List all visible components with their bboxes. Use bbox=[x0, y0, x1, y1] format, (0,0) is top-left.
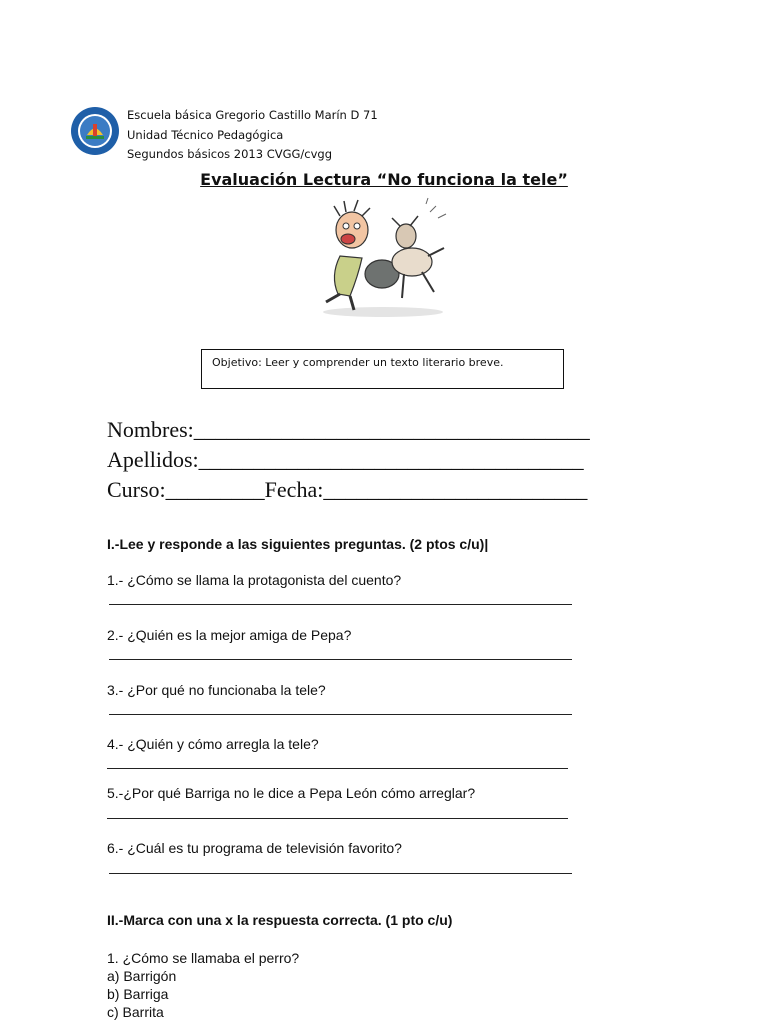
section1-heading: I.-Lee y responde a las siguientes preguntas. (2 ptos c/u)| bbox=[107, 536, 489, 552]
question-5: 5.-¿Por qué Barriga no le dice a Pepa León cómo arreglar? bbox=[107, 785, 476, 801]
question-1: 1.- ¿Cómo se llama la protagonista del cuento? bbox=[107, 572, 402, 588]
question-6: 6.- ¿Cuál es tu programa de televisión favorito? bbox=[107, 840, 402, 856]
answer-line-6[interactable] bbox=[109, 873, 572, 874]
title-text: Evaluación Lectura “No funciona la tele” bbox=[200, 170, 568, 189]
page-title bbox=[0, 170, 768, 189]
school-name: Escuela básica Gregorio Castillo Marín D 71 bbox=[127, 108, 378, 122]
answer-line-4[interactable] bbox=[107, 768, 568, 769]
mc-option-a[interactable]: a) Barrigón bbox=[107, 968, 177, 984]
school-logo bbox=[70, 106, 120, 156]
mc-question-1: 1. ¿Cómo se llamaba el perro? bbox=[107, 950, 300, 966]
field-curso-fecha[interactable]: Curso:_________Fecha:________________________ bbox=[107, 477, 588, 502]
field-apellidos[interactable]: Apellidos:___________________________________ bbox=[107, 447, 584, 472]
section2-heading: II.-Marca con una x la respuesta correcta. (1 pto c/u) bbox=[107, 912, 453, 928]
answer-line-1[interactable] bbox=[109, 604, 572, 605]
objective-box bbox=[201, 349, 564, 389]
cartoon-illustration bbox=[310, 196, 456, 320]
course-info: Segundos básicos 2013 CVGG/cvgg bbox=[127, 147, 333, 161]
field-nombres[interactable]: Nombres:____________________________________ bbox=[107, 417, 590, 442]
mc-option-b[interactable]: b) Barriga bbox=[107, 986, 169, 1002]
mc-option-c[interactable]: c) Barrita bbox=[107, 1004, 164, 1020]
answer-line-2[interactable] bbox=[109, 659, 572, 660]
question-2: 2.- ¿Quién es la mejor amiga de Pepa? bbox=[107, 627, 352, 643]
answer-line-5[interactable] bbox=[107, 818, 568, 819]
unit-name: Unidad Técnico Pedagógica bbox=[127, 128, 284, 142]
question-3: 3.- ¿Por qué no funcionaba la tele? bbox=[107, 682, 326, 698]
question-4: 4.- ¿Quién y cómo arregla la tele? bbox=[107, 736, 319, 752]
answer-line-3[interactable] bbox=[109, 714, 572, 715]
objective-text: Objetivo: Leer y comprender un texto literario breve. bbox=[212, 356, 504, 369]
